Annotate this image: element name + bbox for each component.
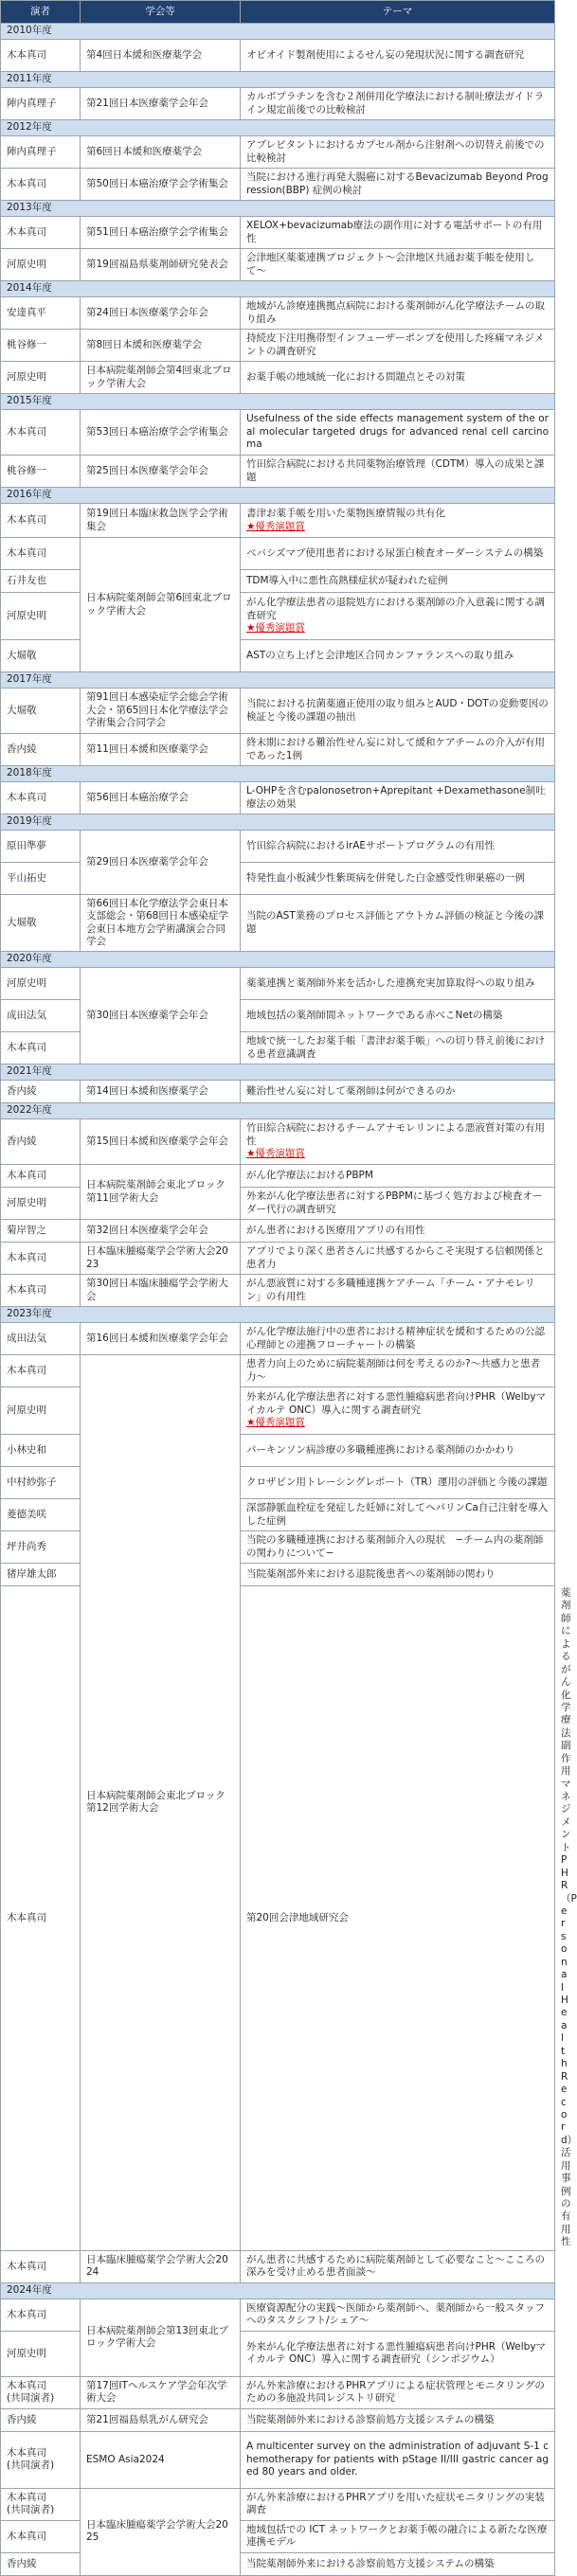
speaker-cell: 木本真司 <box>1 782 81 814</box>
event-cell: 第56回日本癌治療学会 <box>81 782 241 814</box>
theme-cell <box>241 330 555 362</box>
speaker-cell: 香内綾 <box>1 2408 81 2431</box>
speaker-cell: 河原史明 <box>1 1387 81 1435</box>
theme-text: がん外来診療におけるPHRアプリによる症状管理とモニタリングのための多施設共同レジストリ研究 <box>246 2379 545 2405</box>
table-row <box>1 88 555 120</box>
event-cell: 第16回日本緩和医療薬学会年会 <box>81 1323 241 1355</box>
speaker-cell: 成田法気 <box>1 1323 81 1355</box>
theme-cell <box>241 1435 555 1467</box>
event-cell: 第21回福島県乳がん研究会 <box>81 2408 241 2431</box>
year-label: 2012年度 <box>1 120 555 136</box>
year-row <box>1 814 555 831</box>
theme-cell <box>241 2408 555 2431</box>
event-cell: 第32回日本医療薬学会年会 <box>81 1220 241 1243</box>
table-row <box>1 1220 555 1243</box>
speaker-cell: 桃谷修一 <box>1 330 81 362</box>
year-label: 2011年度 <box>1 72 555 88</box>
theme-text: 外来がん化学療法患者に対する悪性腫瘍病患者向けPHR（Welbyマイカルテ ONC）導入に関する調査研究（シンポジウム） <box>246 2340 547 2366</box>
speaker-cell: 木本真司 <box>1 2250 81 2282</box>
theme-text: 当院のAST業務のプロセス評価とアウトカム評価の検証と今後の課題 <box>246 910 544 935</box>
speaker-cell: 陣内真理子 <box>1 88 81 120</box>
speaker-cell: 平山拓史 <box>1 863 81 895</box>
speaker-cell: 河原史明 <box>1 593 81 640</box>
theme-text: がん患者に共感するために病院薬剤師として必要なこと〜こころの深みを受け止める患者面談〜 <box>246 2253 545 2279</box>
event-cell: 第51回日本癌治療学会学術集会 <box>81 217 241 249</box>
event-cell: 第11回日本緩和医療薬学会 <box>81 734 241 766</box>
speaker-cell: 成田法気 <box>1 1000 81 1032</box>
event-cell: 第4回日本緩和医療薬学会 <box>81 40 241 72</box>
speaker-cell: 木本真司 (共同演者) <box>1 2376 81 2408</box>
theme-text: がん外来診療におけるPHRアプリを用いた症状モニタリングの実装調査 <box>246 2491 545 2516</box>
speaker-cell: 桃谷修一 <box>1 456 81 488</box>
theme-text: 当院における進行再発大腸癌に対するBevacizumab Beyond Progression(BBP) 症例の検討 <box>246 171 549 196</box>
table-row <box>1 1275 555 1307</box>
speaker-cell: 河原史明 <box>1 362 81 394</box>
theme-text: パーキンソン病診療の多職種連携における薬剤師のかかわり <box>246 1443 515 1456</box>
theme-text: クロザピン用トレーシングレポート（TR）運用の評価と今後の課題 <box>246 1476 548 1488</box>
theme-cell <box>241 689 555 734</box>
header-event: 学会等 <box>81 1 241 24</box>
theme-cell <box>241 831 555 863</box>
event-cell: 第17回ITヘルスケア学会年次学術大会 <box>81 2376 241 2408</box>
theme-text: 当院の多職種連携における薬剤師介入の現状 −チーム内の薬剤師の関わりについて− <box>246 1534 544 1559</box>
theme-cell <box>241 249 555 281</box>
speaker-cell: 河原史明 <box>1 1188 81 1220</box>
theme-text: 薬薬連携と薬剤師外来を活かした連携充実加算取得への取り組み <box>246 976 535 989</box>
theme-text: 持続皮下注用携帯型インフューザーポンプを使用した疼痛マネジメントの調査研究 <box>246 332 545 357</box>
year-label: 2024年度 <box>1 2282 555 2299</box>
event-cell: 第21回日本医療薬学会年会 <box>81 88 241 120</box>
theme-cell <box>241 1355 555 1387</box>
theme-text: 外来がん化学療法患者に対する悪性腫瘍病患者向けPHR（Welbyマイカルテ ONC）導入に関する調査研究 <box>246 1391 547 1416</box>
speaker-cell: 小林史和 <box>1 1435 81 1467</box>
speaker-cell: 河原史明 <box>1 249 81 281</box>
theme-text: お薬手帳の地域統一化における問題点とその対策 <box>246 370 465 383</box>
theme-text: 当院薬剤部外来における退院後患者への薬剤師の関わり <box>246 1567 496 1580</box>
table-row <box>1 2299 555 2331</box>
speaker-cell: 木本真司 <box>1 410 81 456</box>
speaker-cell: 木本真司 (共同演者) <box>1 2431 81 2488</box>
theme-cell <box>241 968 555 1000</box>
year-row <box>1 24 555 40</box>
theme-cell <box>241 782 555 814</box>
year-row <box>1 1064 555 1081</box>
theme-text: 薬剤師によるがん化学療法副作用マネジメントPHR（Personal Health Record）活用事例の有用性 <box>561 1587 577 2248</box>
year-row <box>1 72 555 88</box>
year-row <box>1 394 555 410</box>
theme-cell <box>241 1032 555 1064</box>
award-badge: ★優秀演題賞 <box>246 1417 305 1429</box>
theme-text: オピオイド製剤使用によるせん妄の発現状況に関する調査研究 <box>246 48 525 61</box>
theme-text: 書津お薬手帳を用いた薬物医療情報の共有化 <box>246 508 445 520</box>
year-label: 2015年度 <box>1 394 555 410</box>
year-label: 2020年度 <box>1 952 555 968</box>
theme-cell <box>241 40 555 72</box>
theme-cell <box>241 217 555 249</box>
speaker-cell: 木本真司 (共同演者) <box>1 2488 81 2520</box>
speaker-cell: 木本真司 <box>1 1275 81 1307</box>
speaker-cell: 木本真司 <box>1 2520 81 2552</box>
table-row <box>1 895 555 952</box>
theme-cell <box>241 169 555 201</box>
table-row <box>1 1243 555 1275</box>
theme-cell <box>241 2431 555 2488</box>
table-row <box>1 410 555 456</box>
theme-text: がん化学療法患者の退院処方における薬剤師の介入意義に関する調査研究 <box>246 597 545 621</box>
event-cell: 第8回日本緩和医療薬学会 <box>81 330 241 362</box>
year-label: 2010年度 <box>1 24 555 40</box>
table-row <box>1 1165 555 1188</box>
theme-cell <box>241 2552 555 2575</box>
theme-cell <box>241 297 555 330</box>
speaker-cell: 河原史明 <box>1 968 81 1000</box>
theme-cell <box>241 734 555 766</box>
year-row <box>1 488 555 504</box>
speaker-cell: 石井友也 <box>1 570 81 593</box>
event-cell: 第66回日本化学療法学会東日本支部総会・第68回日本感染症学会東日本地方会学術講演会合同学会 <box>81 895 241 952</box>
theme-text: 患者力向上のために病院薬剤師は何を考えるのか?〜共感力と患者力〜 <box>246 1358 541 1383</box>
award-badge: ★優秀演題賞 <box>246 520 305 532</box>
table-row <box>1 831 555 863</box>
table-row <box>1 734 555 766</box>
theme-cell <box>241 1000 555 1032</box>
event-cell: 第24回日本医療薬学会年会 <box>81 297 241 330</box>
speaker-cell: 木本真司 <box>1 1165 81 1188</box>
award-badge: ★優秀演題賞 <box>246 1148 305 1160</box>
theme-cell <box>241 1119 555 1165</box>
year-label: 2016年度 <box>1 488 555 504</box>
speaker-cell: 木本真司 <box>1 1243 81 1275</box>
theme-cell <box>241 1165 555 1188</box>
theme-cell <box>241 2331 555 2376</box>
theme-cell <box>241 504 555 538</box>
theme-cell <box>241 538 555 570</box>
theme-text: 当院薬剤師外来における診察前処方支援システムの構築 <box>246 2413 495 2425</box>
theme-text: 会津地区薬薬連携プロジェクト〜会津地区共通お薬手帳を使用して〜 <box>246 252 535 277</box>
speaker-cell: 安達真平 <box>1 297 81 330</box>
year-label: 2022年度 <box>1 1103 555 1119</box>
theme-text: ASTの立ち上げと会津地区合同カンファランスへの取り組み <box>246 649 514 661</box>
theme-text: 地域がん診療連携拠点病院における薬剤師がん化学療法チームの取り組み <box>246 300 545 325</box>
theme-text: がん悪液質に対する多職種連携ケアチーム「チーム・アナモレリン」の有用性 <box>246 1278 535 1302</box>
header-speaker: 演者 <box>1 1 81 24</box>
theme-text: 当院における抗菌薬適正使用の取り組みとAUD・DOTの変動要因の検証と今後の課題の抽出 <box>246 698 549 723</box>
table-row <box>1 1323 555 1355</box>
event-cell: 日本病院薬剤師会第6回東北ブロック学術大会 <box>81 538 241 672</box>
speaker-cell: 大堀敬 <box>1 689 81 734</box>
theme-text: 終末期における難治性せん妄に対して緩和ケアチームの介入が有用であった1例 <box>246 737 545 761</box>
theme-text: 難治性せん妄に対して薬剤師は何ができるのか <box>246 1084 456 1097</box>
theme-text: Usefulness of the side effects management system of the oral molecular targeted drugs for advanced renal cell carcinoma <box>246 413 549 451</box>
table-row <box>1 504 555 538</box>
theme-text: がん化学療法施行中の患者における精神症状を緩和するための公認心理師との連携フローチャートの構築 <box>246 1326 545 1351</box>
theme-text: アプリでより深く患者さんに共感するからこそ実現する信頼関係と患者力 <box>246 1245 545 1270</box>
theme-text: がん患者における医療用アプリの有用性 <box>246 1224 425 1236</box>
event-cell: 日本病院薬剤師会第13回東北ブロック学術大会 <box>81 2299 241 2376</box>
theme-text: ベバシズマブ使用患者における尿蛋白検査オーダーシステムの構築 <box>246 546 544 559</box>
theme-cell <box>241 1220 555 1243</box>
year-row <box>1 952 555 968</box>
event-cell: 第30回日本臨床腫瘍学会学術大会 <box>81 1275 241 1307</box>
theme-cell <box>241 1499 555 1531</box>
speaker-cell: 菱德美咲 <box>1 1499 81 1531</box>
table-row <box>1 2488 555 2520</box>
year-row <box>1 120 555 136</box>
speaker-cell: 中村紗弥子 <box>1 1467 81 1499</box>
table-row <box>1 456 555 488</box>
theme-text: 地域包括での ICT ネットワークとお薬手帳の融合による新たな医療連携モデル <box>246 2523 548 2549</box>
theme-cell <box>241 136 555 169</box>
theme-cell <box>241 362 555 394</box>
theme-text: A multicenter survey on the administration of adjuvant S-1 chemotherapy for patients with pStage II/III gastric cancer aged 80 years and older. <box>246 2441 549 2478</box>
speaker-cell: 木本真司 <box>1 2299 81 2331</box>
speaker-cell: 大堀敬 <box>1 640 81 672</box>
table-row <box>1 2431 555 2488</box>
speaker-cell: 坪井尚秀 <box>1 1531 81 1564</box>
theme-cell <box>241 2299 555 2331</box>
theme-cell <box>241 1188 555 1220</box>
theme-cell <box>241 1531 555 1564</box>
theme-text: 外来がん化学療法患者に対するPBPMに基づく処方および検査オーダー代行の調査研究 <box>246 1190 543 1215</box>
year-label: 2014年度 <box>1 281 555 297</box>
table-row <box>1 136 555 169</box>
event-cell: 日本病院薬剤師会東北ブロック第11回学術大会 <box>81 1165 241 1220</box>
speaker-cell: 木本真司 <box>1 169 81 201</box>
event-cell: 第14回日本緩和医療薬学会 <box>81 1081 241 1103</box>
year-label: 2017年度 <box>1 672 555 689</box>
year-row <box>1 1307 555 1323</box>
speaker-cell: 木本真司 <box>1 538 81 570</box>
event-cell: 第15回日本緩和医療薬学会年会 <box>81 1119 241 1165</box>
speaker-cell: 木本真司 <box>1 1355 81 1387</box>
event-cell: 第6回日本緩和医療薬学会 <box>81 136 241 169</box>
theme-text: 地域で統一したお薬手帳「書津お薬手帳」への切り替え前後における患者意識調査 <box>246 1035 545 1060</box>
event-cell: ESMO Asia2024 <box>81 2431 241 2488</box>
theme-cell <box>241 593 555 640</box>
table-row <box>1 217 555 249</box>
speaker-cell: 木本真司 <box>1 1032 81 1064</box>
table-row <box>1 968 555 1000</box>
speaker-cell: 木本真司 <box>1 40 81 72</box>
event-cell: 日本臨床腫瘍薬学会学術大会2025 <box>81 2488 241 2575</box>
event-cell: 第25回日本医療薬学会年会 <box>81 456 241 488</box>
table-row <box>1 297 555 330</box>
speaker-cell: 菊岸智之 <box>1 1220 81 1243</box>
speaker-cell: 香内綾 <box>1 1119 81 1165</box>
theme-text: TDM導入中に悪性高熱様症状が疑われた症例 <box>246 574 448 586</box>
table-header-row <box>1 1 555 24</box>
speaker-cell: 陣内真理子 <box>1 136 81 169</box>
theme-text: 地域包括の薬剤師間ネットワークである赤べこNetの構築 <box>246 1009 503 1021</box>
year-row <box>1 672 555 689</box>
theme-cell <box>241 1323 555 1355</box>
theme-cell <box>241 863 555 895</box>
table-row <box>1 40 555 72</box>
theme-text: 当院薬剤師外来における診察前処方支援システムの構築 <box>246 2557 495 2569</box>
event-cell: 第91回日本感染症学会総会学術大会・第65回日本化学療法学会学術集会合同学会 <box>81 689 241 734</box>
table-row <box>1 330 555 362</box>
speaker-cell: 木本真司 <box>1 504 81 538</box>
speaker-cell: 猪岸雄太郎 <box>1 1564 81 1586</box>
theme-cell <box>241 410 555 456</box>
theme-text: 竹田綜合病院におけるチームアナモレリンによる悪液質対策の有用性 <box>246 1122 545 1147</box>
theme-cell <box>241 2488 555 2520</box>
table-row <box>1 538 555 570</box>
event-cell: 日本臨床腫瘍薬学会学術大会2024 <box>81 2250 241 2282</box>
speaker-cell: 木本真司 <box>1 217 81 249</box>
table-row <box>1 249 555 281</box>
theme-cell <box>241 2376 555 2408</box>
year-row <box>1 201 555 217</box>
event-cell: 日本病院薬剤師会第4回東北ブロック学術大会 <box>81 362 241 394</box>
theme-text: 深部静脈血栓症を発症した妊婦に対してヘパリンCa自己注射を導入した症例 <box>246 1502 549 1527</box>
event-cell: 日本病院薬剤師会東北ブロック第12回学術大会 <box>81 1355 241 2251</box>
event-cell: 第19回福島県薬剤師研究発表会 <box>81 249 241 281</box>
table-row <box>1 689 555 734</box>
award-badge: ★優秀演題賞 <box>246 622 305 635</box>
event-cell: 第30回日本医療薬学会年会 <box>81 968 241 1064</box>
year-row <box>1 281 555 297</box>
year-row <box>1 1103 555 1119</box>
speaker-cell: 香内綾 <box>1 1081 81 1103</box>
event-cell: 第29回日本医療薬学会年会 <box>81 831 241 895</box>
event-cell: 第20回会津地域研究会 <box>241 1586 555 2251</box>
theme-cell <box>241 2520 555 2552</box>
table-row <box>1 169 555 201</box>
theme-text: XELOX+bevacizumab療法の副作用に対する電話サポートの有用性 <box>246 220 543 244</box>
speaker-cell: 原田準夢 <box>1 831 81 863</box>
table-row <box>1 2250 555 2282</box>
theme-cell <box>241 88 555 120</box>
event-cell: 第50回日本癌治療学会学術集会 <box>81 169 241 201</box>
theme-cell <box>241 640 555 672</box>
theme-text: L-OHPを含むpalonosetron+Aprepitant +Dexamethasone制吐療法の効果 <box>246 785 546 810</box>
table-row <box>1 782 555 814</box>
event-cell: 第19回日本臨床救急医学会学術集会 <box>81 504 241 538</box>
theme-text: 特発性血小板減少性紫斑病を併発した白金感受性卵巣癌の一例 <box>246 871 525 884</box>
year-label: 2023年度 <box>1 1307 555 1323</box>
event-cell: 日本臨床腫瘍薬学会学術大会2023 <box>81 1243 241 1275</box>
table-body <box>1 24 577 2576</box>
table-row <box>1 2376 555 2408</box>
theme-text: カルボプラチンを含む２剤併用化学療法における制吐療法ガイドライン規定前後での比較検討 <box>246 91 545 116</box>
theme-cell <box>241 1275 555 1307</box>
theme-cell <box>241 570 555 593</box>
speaker-cell: 香内綾 <box>1 734 81 766</box>
theme-cell <box>241 1243 555 1275</box>
table-row <box>1 1081 555 1103</box>
table-row <box>1 1355 555 1387</box>
speaker-cell: 河原史明 <box>1 2331 81 2376</box>
theme-cell <box>241 1081 555 1103</box>
speaker-cell: 大堀敬 <box>1 895 81 952</box>
theme-text: 竹田綜合病院におけるirAEサポートプログラムの有用性 <box>246 839 496 851</box>
event-cell: 第53回日本癌治療学会学術集会 <box>81 410 241 456</box>
theme-cell <box>241 895 555 952</box>
theme-text: 医療資源配分の実践〜医師から薬剤師へ、薬剤師から一般スタッフへのタスクシフト/シェア〜 <box>246 2301 545 2327</box>
year-row <box>1 766 555 782</box>
speaker-cell: 木本真司 <box>1 1586 81 2251</box>
theme-cell <box>241 456 555 488</box>
theme-text: 竹田綜合病院における共同薬物治療管理（CDTM）導入の成果と課題 <box>246 458 545 483</box>
theme-cell <box>241 1564 555 1586</box>
theme-cell <box>241 1467 555 1499</box>
theme-text: アブレビタントにおけるカプセル剤から注射剤への切替え前後での比較検討 <box>246 139 545 164</box>
table-row <box>1 2408 555 2431</box>
year-label: 2013年度 <box>1 201 555 217</box>
theme-cell <box>241 1387 555 1435</box>
year-label: 2018年度 <box>1 766 555 782</box>
year-label: 2019年度 <box>1 814 555 831</box>
speaker-cell: 香内綾 <box>1 2552 81 2575</box>
year-label: 2021年度 <box>1 1064 555 1081</box>
year-row <box>1 2282 555 2299</box>
theme-text: がん化学療法におけるPBPM <box>246 1169 373 1181</box>
table-row <box>1 1119 555 1165</box>
table-row <box>1 362 555 394</box>
header-theme: テーマ <box>241 1 555 24</box>
theme-cell <box>241 2250 555 2282</box>
